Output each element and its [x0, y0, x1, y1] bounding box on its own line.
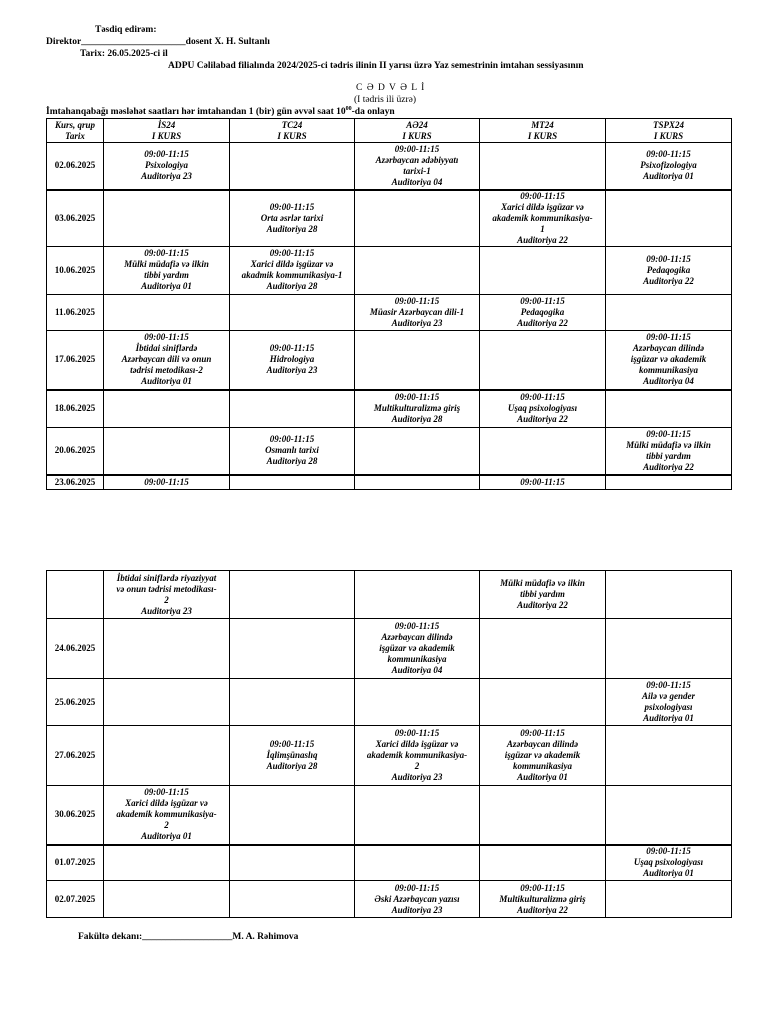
exam-cell	[480, 571, 606, 619]
header-text: I KURS	[653, 130, 684, 141]
exam-cell	[355, 475, 480, 489]
exam-cell-line: işgüzar və akademik	[379, 643, 455, 653]
dean-signature-line: Fakültə dekanı:___________________M. A. Rəhimova	[78, 932, 299, 942]
table-row	[47, 679, 732, 726]
exam-date-cell: 17.06.2025	[47, 330, 104, 390]
exam-cell-line: Hidrologiya	[269, 354, 315, 365]
document-title: C Ə D V Ə L İ	[356, 83, 426, 93]
exam-cell-line: 09:00-11:15	[520, 190, 565, 201]
exam-cell-line: 2	[414, 761, 420, 771]
exam-cell-line: akademik kommunikasiya-	[492, 212, 593, 223]
exam-cell	[355, 679, 480, 726]
exam-cell-line: 09:00-11:15	[394, 621, 440, 631]
exam-cell	[104, 619, 230, 679]
exam-cell-line: akademik kommunikasiya-	[366, 750, 468, 760]
exam-cell-line: Auditoriya 23	[391, 904, 443, 915]
exam-cell-line: Azərbaycan dilində	[381, 632, 453, 642]
exam-cell	[606, 679, 732, 726]
exam-cell-line: Uşaq psixologiyası	[507, 403, 578, 414]
exam-cell-line: 1	[540, 223, 545, 234]
exam-date-cell: 01.07.2025	[47, 845, 104, 881]
exam-cell-line: tədrisi metodikası-2	[130, 365, 203, 376]
exam-cell	[355, 427, 480, 475]
exam-cell-line: Osmanlı tarixi	[265, 445, 319, 456]
table-row	[47, 390, 732, 427]
exam-cell	[606, 571, 732, 619]
exam-cell	[606, 427, 732, 475]
exam-cell-line: 09:00-11:15	[144, 787, 189, 798]
exam-cell-line: Auditoriya 23	[141, 171, 192, 182]
exam-cell	[104, 726, 230, 786]
header-text: AƏ24	[406, 119, 428, 130]
approval-label: Təsdiq edirəm:	[95, 25, 157, 35]
exam-cell-line: Psixofizologiya	[640, 160, 697, 171]
exam-date-cell: 02.06.2025	[47, 143, 104, 190]
exam-cell	[104, 881, 230, 918]
table-row	[47, 246, 732, 294]
exam-cell-line: İbtidai siniflərdə	[135, 343, 198, 354]
exam-cell-line: Pedaqogika	[520, 306, 565, 317]
director-signature-line: Direktor______________________dosent X. H. Sultanlı	[46, 37, 270, 47]
exam-cell	[606, 845, 732, 881]
table-row	[47, 294, 732, 330]
table-header-row	[47, 119, 732, 143]
exam-date-cell: 27.06.2025	[47, 726, 104, 786]
exam-cell	[230, 190, 355, 247]
exam-cell-line: 09:00-11:15	[520, 295, 565, 306]
exam-date-cell: 23.06.2025	[47, 475, 104, 489]
header-text: MT24	[531, 119, 554, 130]
exam-cell	[355, 881, 480, 918]
exam-date-cell: 30.06.2025	[47, 786, 104, 845]
institution-line: ADPU Cəlilabad filialında 2024/2025-ci tədris ilinin II yarısı üzrə Yaz semestrinin imtahan sessiyasının	[168, 61, 584, 71]
exam-cell	[230, 390, 355, 427]
exam-cell-line: 09:00-11:15	[646, 149, 691, 160]
exam-cell	[230, 881, 355, 918]
exam-cell-line: Auditoriya 22	[643, 275, 694, 286]
exam-cell-line: psixologiyası	[644, 702, 693, 712]
header-group-column	[606, 119, 732, 143]
exam-cell-line: Auditoriya 04	[643, 376, 694, 387]
exam-date-cell: 25.06.2025	[47, 679, 104, 726]
exam-cell-line: Auditoriya 01	[141, 831, 192, 842]
exam-cell-line: Xarici dildə işgüzar və	[250, 259, 334, 269]
exam-cell-line: işgüzar və akademik	[630, 354, 707, 365]
exam-cell-line: Auditoriya 01	[517, 772, 568, 782]
exam-cell	[480, 330, 606, 390]
exam-date-cell: 11.06.2025	[47, 294, 104, 330]
exam-cell-line: Orta əsrlər tarixi	[260, 212, 324, 223]
exam-cell-line: 09:00-11:15	[394, 143, 440, 154]
exam-cell-line: Müasir Azərbaycan dili-1	[369, 306, 465, 317]
table-row	[47, 427, 732, 475]
exam-cell-line: Auditoriya 04	[391, 176, 443, 187]
exam-cell	[606, 294, 732, 330]
exam-cell-line: Auditoriya 28	[391, 414, 443, 425]
exam-cell-line: 09:00-11:15	[144, 332, 189, 343]
exam-cell	[606, 475, 732, 489]
exam-date-cell: 24.06.2025	[47, 619, 104, 679]
exam-cell-line: Xarici dildə işgüzar və	[375, 739, 459, 749]
exam-cell	[355, 571, 480, 619]
exam-cell-line: Auditoriya 23	[391, 317, 443, 328]
exam-cell	[230, 786, 355, 845]
exam-cell-line: Auditoriya 01	[141, 281, 192, 291]
exam-cell	[230, 294, 355, 330]
exam-cell-line: Mülki müdafiə və ilkin	[626, 439, 711, 450]
header-text: İS24	[157, 119, 176, 130]
header-text: I KURS	[277, 130, 307, 141]
exam-cell-line: kommunikasiya	[638, 365, 698, 376]
table-row	[47, 190, 732, 247]
exam-cell	[606, 619, 732, 679]
header-text: Kurs, qrup	[54, 119, 96, 130]
exam-cell	[606, 143, 732, 190]
header-text: I KURS	[527, 130, 558, 141]
exam-cell-line: 09:00-11:15	[646, 332, 691, 343]
exam-cell	[606, 190, 732, 247]
exam-cell-line: Pedaqogika	[646, 264, 691, 275]
exam-cell-line: 09:00-11:15	[269, 434, 315, 445]
exam-cell-line: 09:00-11:15	[269, 201, 315, 212]
exam-cell-line: Uşaq psixologiyası	[633, 857, 704, 868]
exam-cell	[355, 845, 480, 881]
exam-cell-line: Auditoriya 01	[643, 171, 694, 182]
exam-cell-line: akademik kommunikasiya-	[116, 809, 217, 820]
exam-cell	[355, 143, 480, 190]
exam-cell-line: Azərbaycan dili və onun	[121, 354, 212, 365]
exam-cell-line: 09:00-11:15	[646, 428, 691, 439]
exam-cell-line: Auditoriya 01	[141, 376, 192, 387]
exam-cell-line: 09:00-11:15	[394, 728, 440, 738]
exam-cell-line: Auditoriya 28	[266, 223, 318, 234]
exam-cell-line: Azərbaycan dilində	[506, 739, 579, 749]
exam-cell	[480, 475, 606, 489]
exam-cell	[355, 330, 480, 390]
exam-cell-line: Xarici dildə işgüzar və	[125, 798, 208, 809]
exam-cell-line: Auditoriya 01	[643, 713, 694, 723]
exam-date-cell: 18.06.2025	[47, 390, 104, 427]
exam-cell-line: Azərbaycan ədəbiyyatı	[375, 154, 459, 165]
exam-cell	[104, 143, 230, 190]
exam-cell-line: 09:00-11:15	[646, 253, 691, 264]
exam-cell-line: kommunikasiya	[512, 761, 572, 771]
exam-cell-line: Ailə və gender	[642, 691, 695, 701]
exam-cell-line: 09:00-11:15	[269, 248, 315, 258]
exam-cell-line: Auditoriya 22	[517, 317, 568, 328]
exam-cell-line: Auditoriya 28	[266, 761, 318, 771]
exam-cell-line: Multikulturalizmə giriş	[373, 403, 461, 414]
exam-cell-line: 09:00-11:15	[144, 476, 189, 487]
exam-cell-line: tibbi yardım	[646, 450, 691, 461]
exam-cell	[355, 390, 480, 427]
exam-cell-line: Auditoriya 22	[517, 234, 568, 245]
exam-cell-line: Auditoriya 04	[391, 665, 443, 675]
exam-cell	[606, 726, 732, 786]
exam-cell-line: Əski Azərbaycan yazısı	[374, 893, 460, 904]
exam-cell-line: Auditoriya 22	[517, 600, 568, 610]
exam-cell	[230, 726, 355, 786]
exam-cell	[355, 190, 480, 247]
exam-cell	[355, 619, 480, 679]
table-row	[47, 475, 732, 489]
exam-cell	[230, 330, 355, 390]
exam-cell-line: 09:00-11:15	[520, 392, 565, 403]
exam-cell-line: tarixi-1	[403, 165, 431, 176]
exam-cell	[104, 294, 230, 330]
exam-cell-line: 09:00-11:15	[646, 680, 691, 690]
exam-cell	[104, 571, 230, 619]
schedule-table-page2	[46, 570, 732, 918]
header-text: I KURS	[151, 130, 182, 141]
approval-date: Tarix: 26.05.2025-ci il	[80, 49, 168, 59]
table-row	[47, 845, 732, 881]
exam-cell-line: Auditoriya 22	[517, 904, 568, 915]
exam-cell	[480, 390, 606, 427]
exam-cell-line: 09:00-11:15	[520, 728, 565, 738]
exam-cell-line: Auditoriya 22	[643, 461, 694, 472]
exam-cell-line: Auditoriya 23	[391, 772, 443, 782]
exam-cell	[480, 619, 606, 679]
exam-cell	[104, 427, 230, 475]
exam-cell	[230, 143, 355, 190]
exam-date-cell: 20.06.2025	[47, 427, 104, 475]
exam-cell	[230, 246, 355, 294]
consultation-note: İmtahanqabağı məsləhət saatları hər imtahandan 1 (bir) gün əvvəl saat $10^{00}-da$ onlayn	[46, 105, 395, 117]
exam-cell-line: 2	[164, 594, 169, 605]
exam-cell	[104, 786, 230, 845]
exam-cell	[104, 475, 230, 489]
exam-cell-line: Mülki müdafiə və ilkin	[500, 578, 585, 588]
exam-cell-line: Auditoriya 23	[141, 605, 192, 616]
exam-cell-line: 09:00-11:15	[520, 882, 565, 893]
exam-cell-line: tibbi yardım	[520, 589, 565, 599]
exam-cell-line: Psixologiya	[145, 160, 188, 171]
table-row	[47, 726, 732, 786]
exam-cell-line: Azərbaycan dilində	[632, 343, 705, 354]
exam-cell-line: Auditoriya 28	[266, 456, 318, 467]
header-group-column	[355, 119, 480, 143]
exam-cell-line: İqlimşünaslıq	[266, 750, 318, 760]
exam-cell-line: 2	[164, 820, 169, 831]
exam-cell-line: 09:00-11:15	[520, 476, 565, 487]
table-row	[47, 786, 732, 845]
header-date-column	[47, 119, 104, 143]
exam-cell-line: 09:00-11:15	[394, 295, 440, 306]
exam-cell-line: və onun tədrisi metodikası-	[116, 583, 217, 594]
table-row	[47, 143, 732, 190]
exam-cell	[104, 845, 230, 881]
exam-cell-line: 09:00-11:15	[394, 392, 440, 403]
exam-cell	[230, 845, 355, 881]
table-row	[47, 881, 732, 918]
exam-cell	[355, 246, 480, 294]
exam-cell	[104, 190, 230, 247]
exam-cell	[104, 679, 230, 726]
header-text: TC24	[281, 119, 303, 130]
exam-cell-line: Auditoriya 01	[643, 868, 694, 879]
exam-date-cell: 10.06.2025	[47, 246, 104, 294]
exam-cell-line: Mülki müdafiə və ilkin	[124, 259, 209, 269]
exam-cell	[480, 845, 606, 881]
exam-cell	[230, 679, 355, 726]
table-row	[47, 619, 732, 679]
document-subtitle: (I tədris ili üzrə)	[354, 95, 416, 105]
exam-date-cell: 03.06.2025	[47, 190, 104, 247]
exam-cell-line: kommunikasiya	[387, 654, 447, 664]
exam-cell	[355, 786, 480, 845]
exam-cell	[104, 390, 230, 427]
exam-cell-line: İbtidai siniflərdə riyaziyyat	[116, 572, 217, 583]
exam-cell	[104, 246, 230, 294]
exam-cell	[230, 571, 355, 619]
exam-cell	[606, 330, 732, 390]
header-text: TSPX24	[652, 119, 684, 130]
exam-cell	[480, 246, 606, 294]
exam-cell-line: Xarici dildə işgüzar və	[501, 201, 584, 212]
exam-cell	[480, 679, 606, 726]
table-row	[47, 571, 732, 619]
exam-cell-line: tibbi yardım	[144, 270, 189, 280]
exam-cell-line: 09:00-11:15	[269, 343, 315, 354]
exam-cell	[230, 475, 355, 489]
exam-date-cell	[47, 571, 104, 619]
exam-cell-line: akadmik kommunikasiya-1	[241, 270, 343, 280]
exam-cell-line: Auditoriya 28	[266, 281, 318, 291]
exam-cell	[606, 786, 732, 845]
exam-cell-line: işgüzar və akademik	[504, 750, 581, 760]
exam-cell	[480, 881, 606, 918]
exam-cell-line: Multikulturalizmə giriş	[499, 893, 586, 904]
exam-cell	[480, 294, 606, 330]
exam-cell	[606, 881, 732, 918]
exam-date-cell: 02.07.2025	[47, 881, 104, 918]
exam-cell-line: 09:00-11:15	[144, 149, 189, 160]
header-text: I KURS	[402, 130, 432, 141]
schedule-table-page1	[46, 118, 732, 490]
exam-cell	[480, 726, 606, 786]
header-group-column	[104, 119, 230, 143]
exam-cell-line: 09:00-11:15	[394, 882, 440, 893]
header-group-column	[480, 119, 606, 143]
header-group-column	[230, 119, 355, 143]
exam-cell	[355, 726, 480, 786]
exam-cell-line: 09:00-11:15	[144, 248, 189, 258]
exam-cell	[606, 246, 732, 294]
table-row	[47, 330, 732, 390]
exam-cell	[355, 294, 480, 330]
exam-cell	[480, 427, 606, 475]
exam-cell-line: Auditoriya 22	[517, 414, 568, 425]
exam-cell	[480, 190, 606, 247]
header-text: Tarix	[65, 130, 85, 141]
exam-cell	[104, 330, 230, 390]
exam-cell-line: 09:00-11:15	[646, 846, 691, 857]
exam-cell	[230, 619, 355, 679]
exam-cell	[480, 786, 606, 845]
exam-cell	[230, 427, 355, 475]
exam-cell-line: Auditoriya 23	[266, 365, 318, 376]
exam-cell	[606, 390, 732, 427]
exam-cell-line: 09:00-11:15	[269, 739, 315, 749]
exam-cell	[480, 143, 606, 190]
